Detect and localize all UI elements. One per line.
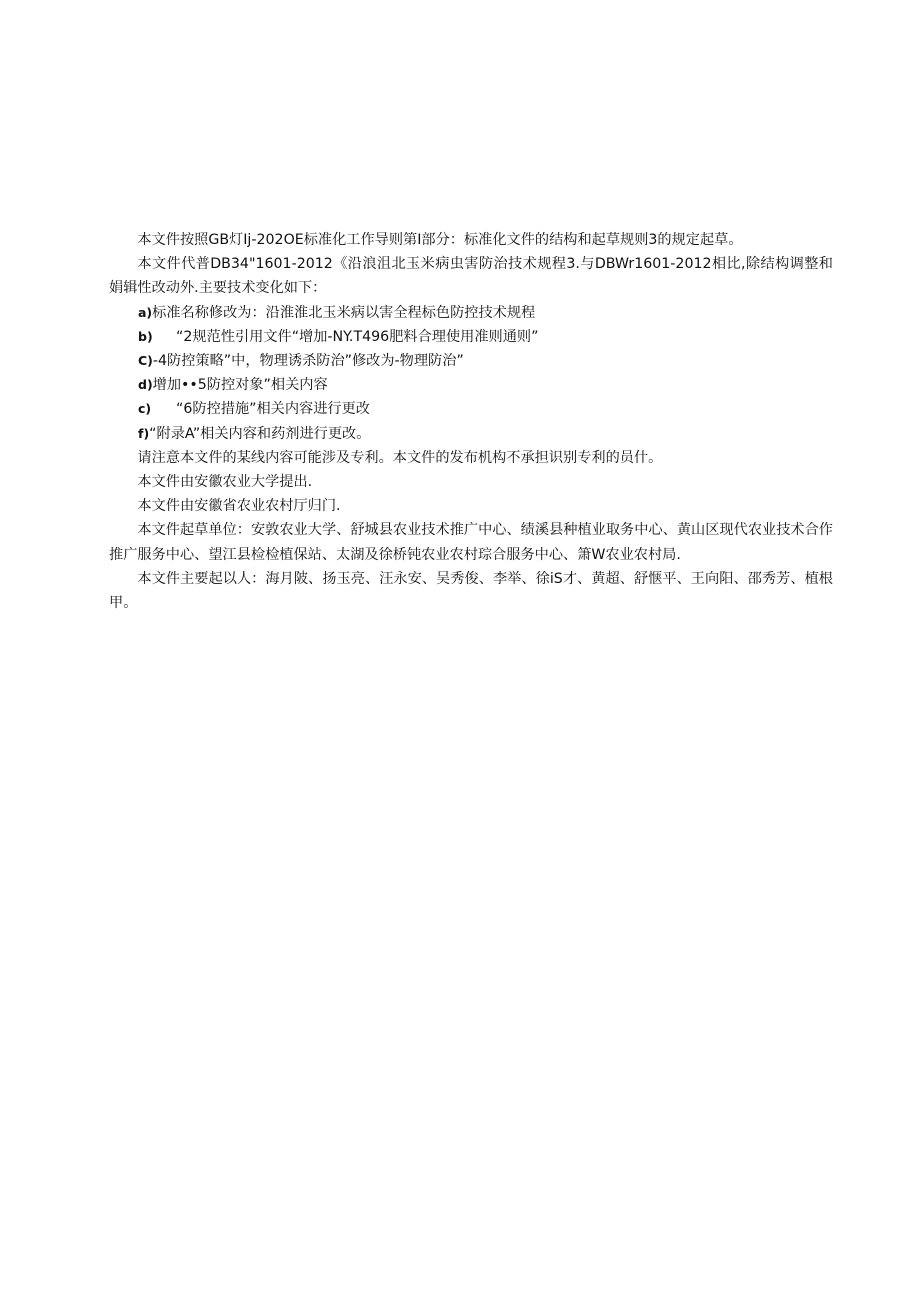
administrator-paragraph: 本文件由安徽省农业农村厅归门. — [137, 498, 341, 515]
drafting-units-paragraph: 本文件起草单位：安敦农业大学、舒城县农业技术推广中心、绩溪县种植业取务中心、黄山区现代农业技术合作推广服务中心、望江县检检植保站、太湖及徐桥钝农业农村琮合服务中心、箫W农业农村局. — [109, 522, 833, 563]
change-item-a — [109, 301, 833, 325]
change-item-marker: d) — [138, 377, 153, 393]
change-item-marker: C) — [138, 353, 153, 369]
change-item-text: 标准名称修改为：沿淮淮北玉米病以害全程标色防控技术规程 — [152, 304, 536, 321]
drafters-paragraph: 本文件主要起以人：海月陂、扬玉亮、汪永安、吴秀俊、李举、徐iS才、黄超、舒惬平、王向阳、邵秀芳、植根甲。 — [109, 570, 833, 612]
change-item-marker: b) — [138, 328, 153, 344]
proposer-paragraph: 本文件由安徽农业大学提出. — [137, 474, 313, 491]
change-item-marker: c) — [138, 401, 152, 417]
replacement-paragraph: 本文件代普DB34"1601-2012《沿浪沮北玉米病虫害防治技术规程3.与DBWr1601-2012相比,除结构调整和娟辑性改动外.主要技术变化如下： — [109, 256, 833, 297]
change-item-text: 增加••5防控对象”相关内容 — [152, 377, 328, 394]
change-item-text: “2规范性引用文件“增加-NY.T496肥料合理使用准则通则” — [176, 328, 539, 345]
change-item-text: -4防控策略”中，物理诱杀防治”修改为-物理防治” — [152, 353, 464, 370]
change-item-text: “附录A”相关内容和药剂进行更改。 — [149, 425, 371, 442]
change-item-b — [109, 325, 833, 349]
change-item-marker: f) — [138, 425, 150, 441]
change-item-d — [109, 373, 833, 397]
change-item-c — [109, 349, 833, 373]
change-item-e — [109, 397, 833, 421]
patent-notice-paragraph: 请注意本文件的某线内容可能涉及专利。本文件的发布机构不承担识别专利的员什。 — [137, 449, 663, 466]
change-item-f — [109, 422, 833, 446]
foreword-body — [109, 228, 833, 615]
drafting-rule-paragraph: 本文件按照GB灯Ij-202OE标准化工作导则第I部分：标准化文件的结构和起草规则3的规定起草。 — [137, 232, 743, 248]
change-item-marker: a) — [138, 304, 153, 320]
change-item-text: “6防控措施”相关内容进行更改 — [176, 401, 370, 418]
